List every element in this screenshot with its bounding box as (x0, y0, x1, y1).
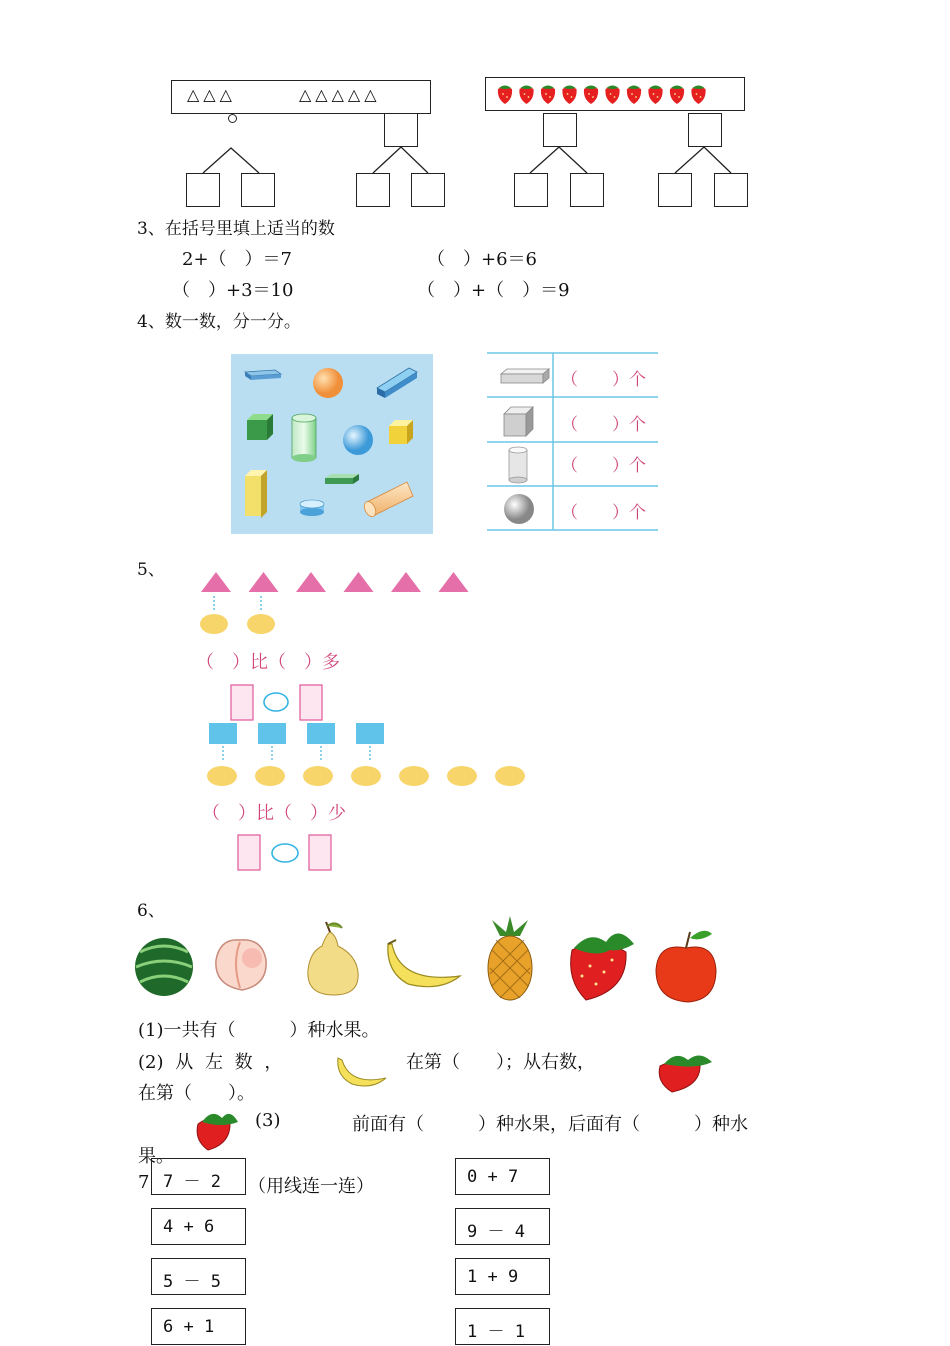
left-expression[interactable]: 4 + 6 (151, 1208, 246, 1245)
left-expression[interactable]: 5 － 5 (151, 1258, 246, 1295)
q6-p2b[interactable]: 在第（ ）；从右数， (406, 1052, 595, 1073)
pineapple-icon (488, 916, 532, 1000)
table-row-count[interactable]: （ ）个 (561, 415, 646, 435)
q6-p2a: (2) 从 左 数 ， (138, 1052, 283, 1073)
table-row-count[interactable]: （ ）个 (561, 370, 646, 390)
strawberry-icon (571, 933, 634, 1000)
q6-p3a: (3) (255, 1110, 281, 1131)
banana-icon (388, 940, 460, 987)
q3-title: 3、在括号里填上适当的数 (137, 219, 335, 239)
table-row-count[interactable]: （ ）个 (561, 503, 646, 523)
peach-icon (216, 940, 266, 990)
q7-instruction: （用线连一连） (248, 1176, 374, 1197)
right-expression[interactable]: 1 + 9 (455, 1258, 550, 1295)
right-expression[interactable]: 9 － 4 (455, 1208, 550, 1245)
q6-number: 6、 (137, 901, 165, 921)
q6-p2c[interactable]: 在第（ ）。 (138, 1083, 255, 1104)
q4-title: 4、数一数，分一分。 (137, 312, 301, 332)
table-row-count[interactable]: （ ）个 (561, 456, 646, 476)
strawberry-icon (659, 1055, 712, 1092)
right-expression[interactable]: 0 + 7 (455, 1158, 550, 1195)
q5-number: 5、 (137, 560, 165, 580)
pear-icon (308, 922, 358, 995)
q3-eq3[interactable]: （ ）+3＝10 (172, 280, 294, 301)
strawberry-icon (197, 1114, 238, 1150)
q5-top-compare[interactable]: （ ）比（ ）多 (196, 652, 340, 673)
right-expression[interactable]: 1 － 1 (455, 1308, 550, 1345)
q3-eq2[interactable]: （ ）+6＝6 (427, 249, 537, 270)
left-expression[interactable]: 7 － 2 (151, 1158, 246, 1195)
left-bar-triangles-left: △△△ (187, 85, 236, 104)
q6-p3c: 果。 (138, 1146, 174, 1167)
left-expression[interactable]: 6 + 1 (151, 1308, 246, 1345)
left-bar-triangles-right: △△△△△ (299, 85, 381, 104)
banana-icon (338, 1058, 386, 1086)
q3-eq4[interactable]: （ ）+（ ）＝9 (417, 280, 570, 301)
apple-icon (656, 931, 716, 1002)
watermelon-icon (135, 938, 193, 996)
q6-p3b[interactable]: 前面有（ ）种水果，后面有（ ）种水 (352, 1114, 748, 1135)
q6-p1[interactable]: (1)一共有（ ）种水果。 (138, 1020, 380, 1041)
q3-eq1[interactable]: 2+（ ）＝7 (182, 249, 292, 270)
q5-bottom-compare[interactable]: （ ）比（ ）少 (202, 803, 346, 824)
q7-number: 7 (138, 1172, 150, 1193)
